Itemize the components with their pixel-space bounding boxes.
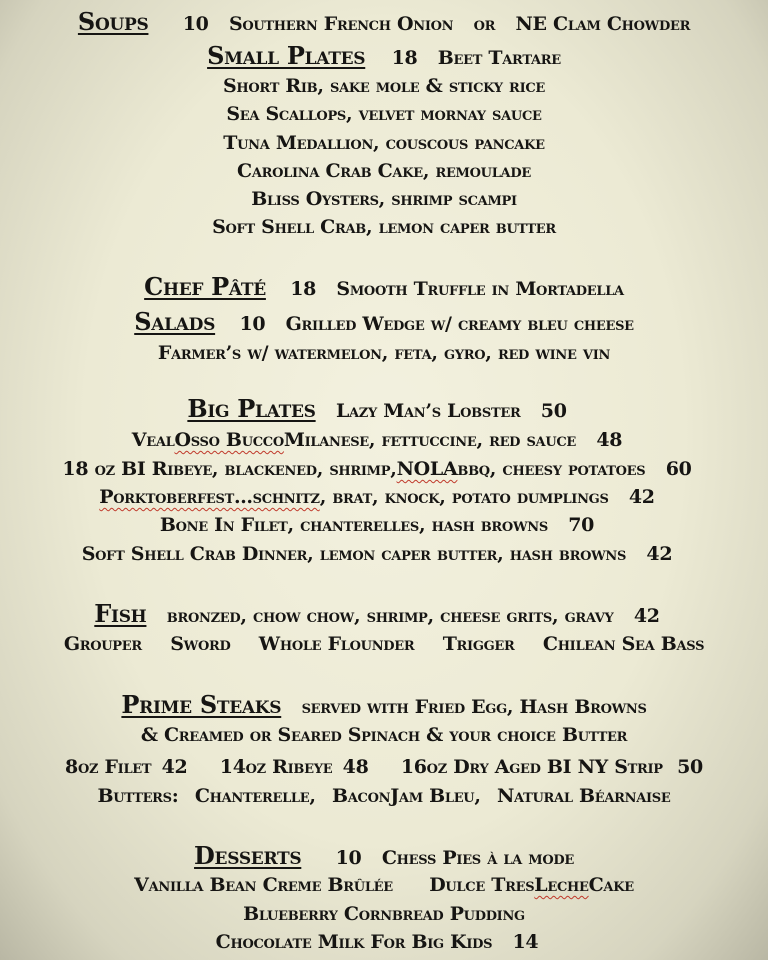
small-plate-item: Bliss Oysters, shrimp scampi bbox=[251, 188, 517, 210]
small-plates-price: 18 bbox=[391, 47, 418, 69]
small-plate-item: Soft Shell Crab, lemon caper butter bbox=[212, 216, 556, 238]
soup-connector: or bbox=[473, 13, 496, 35]
dessert-item: Leche bbox=[534, 874, 589, 896]
big-plate-price: 60 bbox=[665, 458, 692, 480]
soup-item: Southern French Onion bbox=[228, 13, 454, 35]
dessert-line bbox=[0, 929, 768, 955]
small-plate-item: Sea Scallops, velvet mornay sauce bbox=[226, 103, 542, 125]
dessert-item: Blueberry Cornbread Pudding bbox=[243, 903, 525, 925]
prime-steaks-description: & Creamed or Seared Spinach & your choice Butter bbox=[140, 724, 628, 746]
small-plates-heading: Small Plates bbox=[207, 41, 366, 70]
desserts-heading: Desserts bbox=[194, 841, 302, 870]
butter-option: Chanterelle, bbox=[194, 785, 316, 807]
butter-option: Natural Béarnaise bbox=[496, 785, 671, 807]
chef-pate-price: 18 bbox=[290, 278, 317, 300]
steak-cut-name: 8oz Filet bbox=[65, 756, 152, 778]
salad-item: Grilled Wedge w/ creamy bleu cheese bbox=[285, 313, 634, 335]
small-plate-item: Beet Tartare bbox=[437, 47, 561, 69]
salads-price: 10 bbox=[239, 313, 266, 335]
small-plate-item: Tuna Medallion, couscous pancake bbox=[223, 132, 545, 154]
dessert-item: Dulce Tres bbox=[429, 874, 535, 896]
prime-steaks-heading: Prime Steaks bbox=[121, 690, 282, 719]
big-plates-heading: Big Plates bbox=[187, 394, 316, 423]
big-plate-item bbox=[0, 427, 768, 453]
dessert-item: Chocolate Milk For Big Kids bbox=[215, 931, 493, 953]
big-plate-text: Soft Shell Crab Dinner, lemon caper butter, hash browns bbox=[81, 543, 627, 565]
big-plate-lazy-price: 50 bbox=[540, 400, 567, 422]
big-plate-text: 18 oz BI Ribeye, blackened, shrimp, bbox=[62, 458, 397, 480]
prime-steaks-line bbox=[0, 692, 768, 720]
big-plate-text: Milanese, fettuccine, red sauce bbox=[283, 429, 577, 451]
steak-cut-price: 50 bbox=[677, 756, 703, 778]
steak-cuts-line bbox=[0, 754, 768, 780]
big-plate-text: Osso Bucco bbox=[174, 429, 284, 451]
chef-pate-item: Smooth Truffle in Mortadella bbox=[336, 278, 624, 300]
fish-type: Chilean Sea Bass bbox=[542, 633, 705, 655]
dessert-item: Cake bbox=[588, 874, 634, 896]
chef-pate-heading: Chef Pâté bbox=[144, 272, 266, 301]
big-plate-item bbox=[0, 456, 768, 482]
steak-cut-price: 48 bbox=[342, 756, 369, 778]
big-plate-item bbox=[0, 512, 768, 538]
big-plate-item bbox=[0, 541, 768, 567]
big-plate-item bbox=[0, 484, 768, 510]
fish-type: Grouper bbox=[63, 633, 142, 655]
soups-line bbox=[0, 9, 768, 37]
desserts-price: 10 bbox=[335, 847, 362, 869]
butter-option: BaconJam Bleu, bbox=[332, 785, 481, 807]
chef-pate-line bbox=[0, 274, 768, 302]
soup-item: NE Clam Chowder bbox=[515, 13, 691, 35]
fish-type: Whole Flounder bbox=[258, 633, 415, 655]
big-plate-text: , brat, knock, potato dumplings bbox=[319, 486, 609, 508]
dessert-price: 14 bbox=[512, 931, 539, 953]
small-plate-item: Short Rib, sake mole & sticky rice bbox=[223, 75, 545, 97]
small-plates-line bbox=[0, 43, 768, 71]
fish-price: 42 bbox=[633, 605, 660, 627]
big-plate-text: Porktoberfest…schnitz bbox=[99, 486, 320, 508]
big-plates-line bbox=[0, 396, 768, 424]
fish-description: bronzed, chow chow, shrimp, cheese grits, gravy bbox=[166, 605, 614, 627]
big-plate-text: bbq, cheesy potatoes bbox=[457, 458, 646, 480]
fish-type: Trigger bbox=[442, 633, 515, 655]
big-plate-price: 42 bbox=[646, 543, 673, 565]
steak-cut-price: 42 bbox=[161, 756, 188, 778]
big-plate-price: 48 bbox=[596, 429, 623, 451]
fish-type: Sword bbox=[170, 633, 231, 655]
steak-cut-name: 16oz Dry Aged BI NY Strip bbox=[400, 756, 663, 778]
fish-line bbox=[0, 601, 768, 629]
big-plate-lazy-name: Lazy Man’s Lobster bbox=[335, 400, 521, 422]
big-plate-price: 70 bbox=[568, 514, 595, 536]
steak-cut-name: 14oz Ribeye bbox=[219, 756, 333, 778]
small-plate-item: Carolina Crab Cake, remoulade bbox=[237, 160, 531, 182]
desserts-line bbox=[0, 843, 768, 871]
big-plate-price: 42 bbox=[628, 486, 655, 508]
salads-line bbox=[0, 309, 768, 337]
dessert-item: Vanilla Bean Creme Brûlée bbox=[134, 874, 393, 896]
prime-steaks-description: served with Fried Egg, Hash Browns bbox=[301, 696, 647, 718]
fish-heading: Fish bbox=[94, 599, 147, 628]
dessert-item: Chess Pies à la mode bbox=[381, 847, 574, 869]
butters-label: Butters: bbox=[97, 785, 179, 807]
fish-types-line bbox=[0, 631, 768, 657]
soups-heading: Soups bbox=[77, 7, 149, 36]
dessert-line bbox=[0, 872, 768, 898]
salads-heading: Salads bbox=[134, 307, 216, 336]
salad-item: Farmer’s w/ watermelon, feta, gyro, red wine vin bbox=[157, 342, 611, 364]
big-plate-text: Veal bbox=[131, 429, 175, 451]
butters-line bbox=[0, 783, 768, 809]
soups-price: 10 bbox=[182, 13, 209, 35]
big-plate-text: Bone In Filet, chanterelles, hash browns bbox=[159, 514, 548, 536]
big-plate-text: NOLA bbox=[396, 458, 458, 480]
